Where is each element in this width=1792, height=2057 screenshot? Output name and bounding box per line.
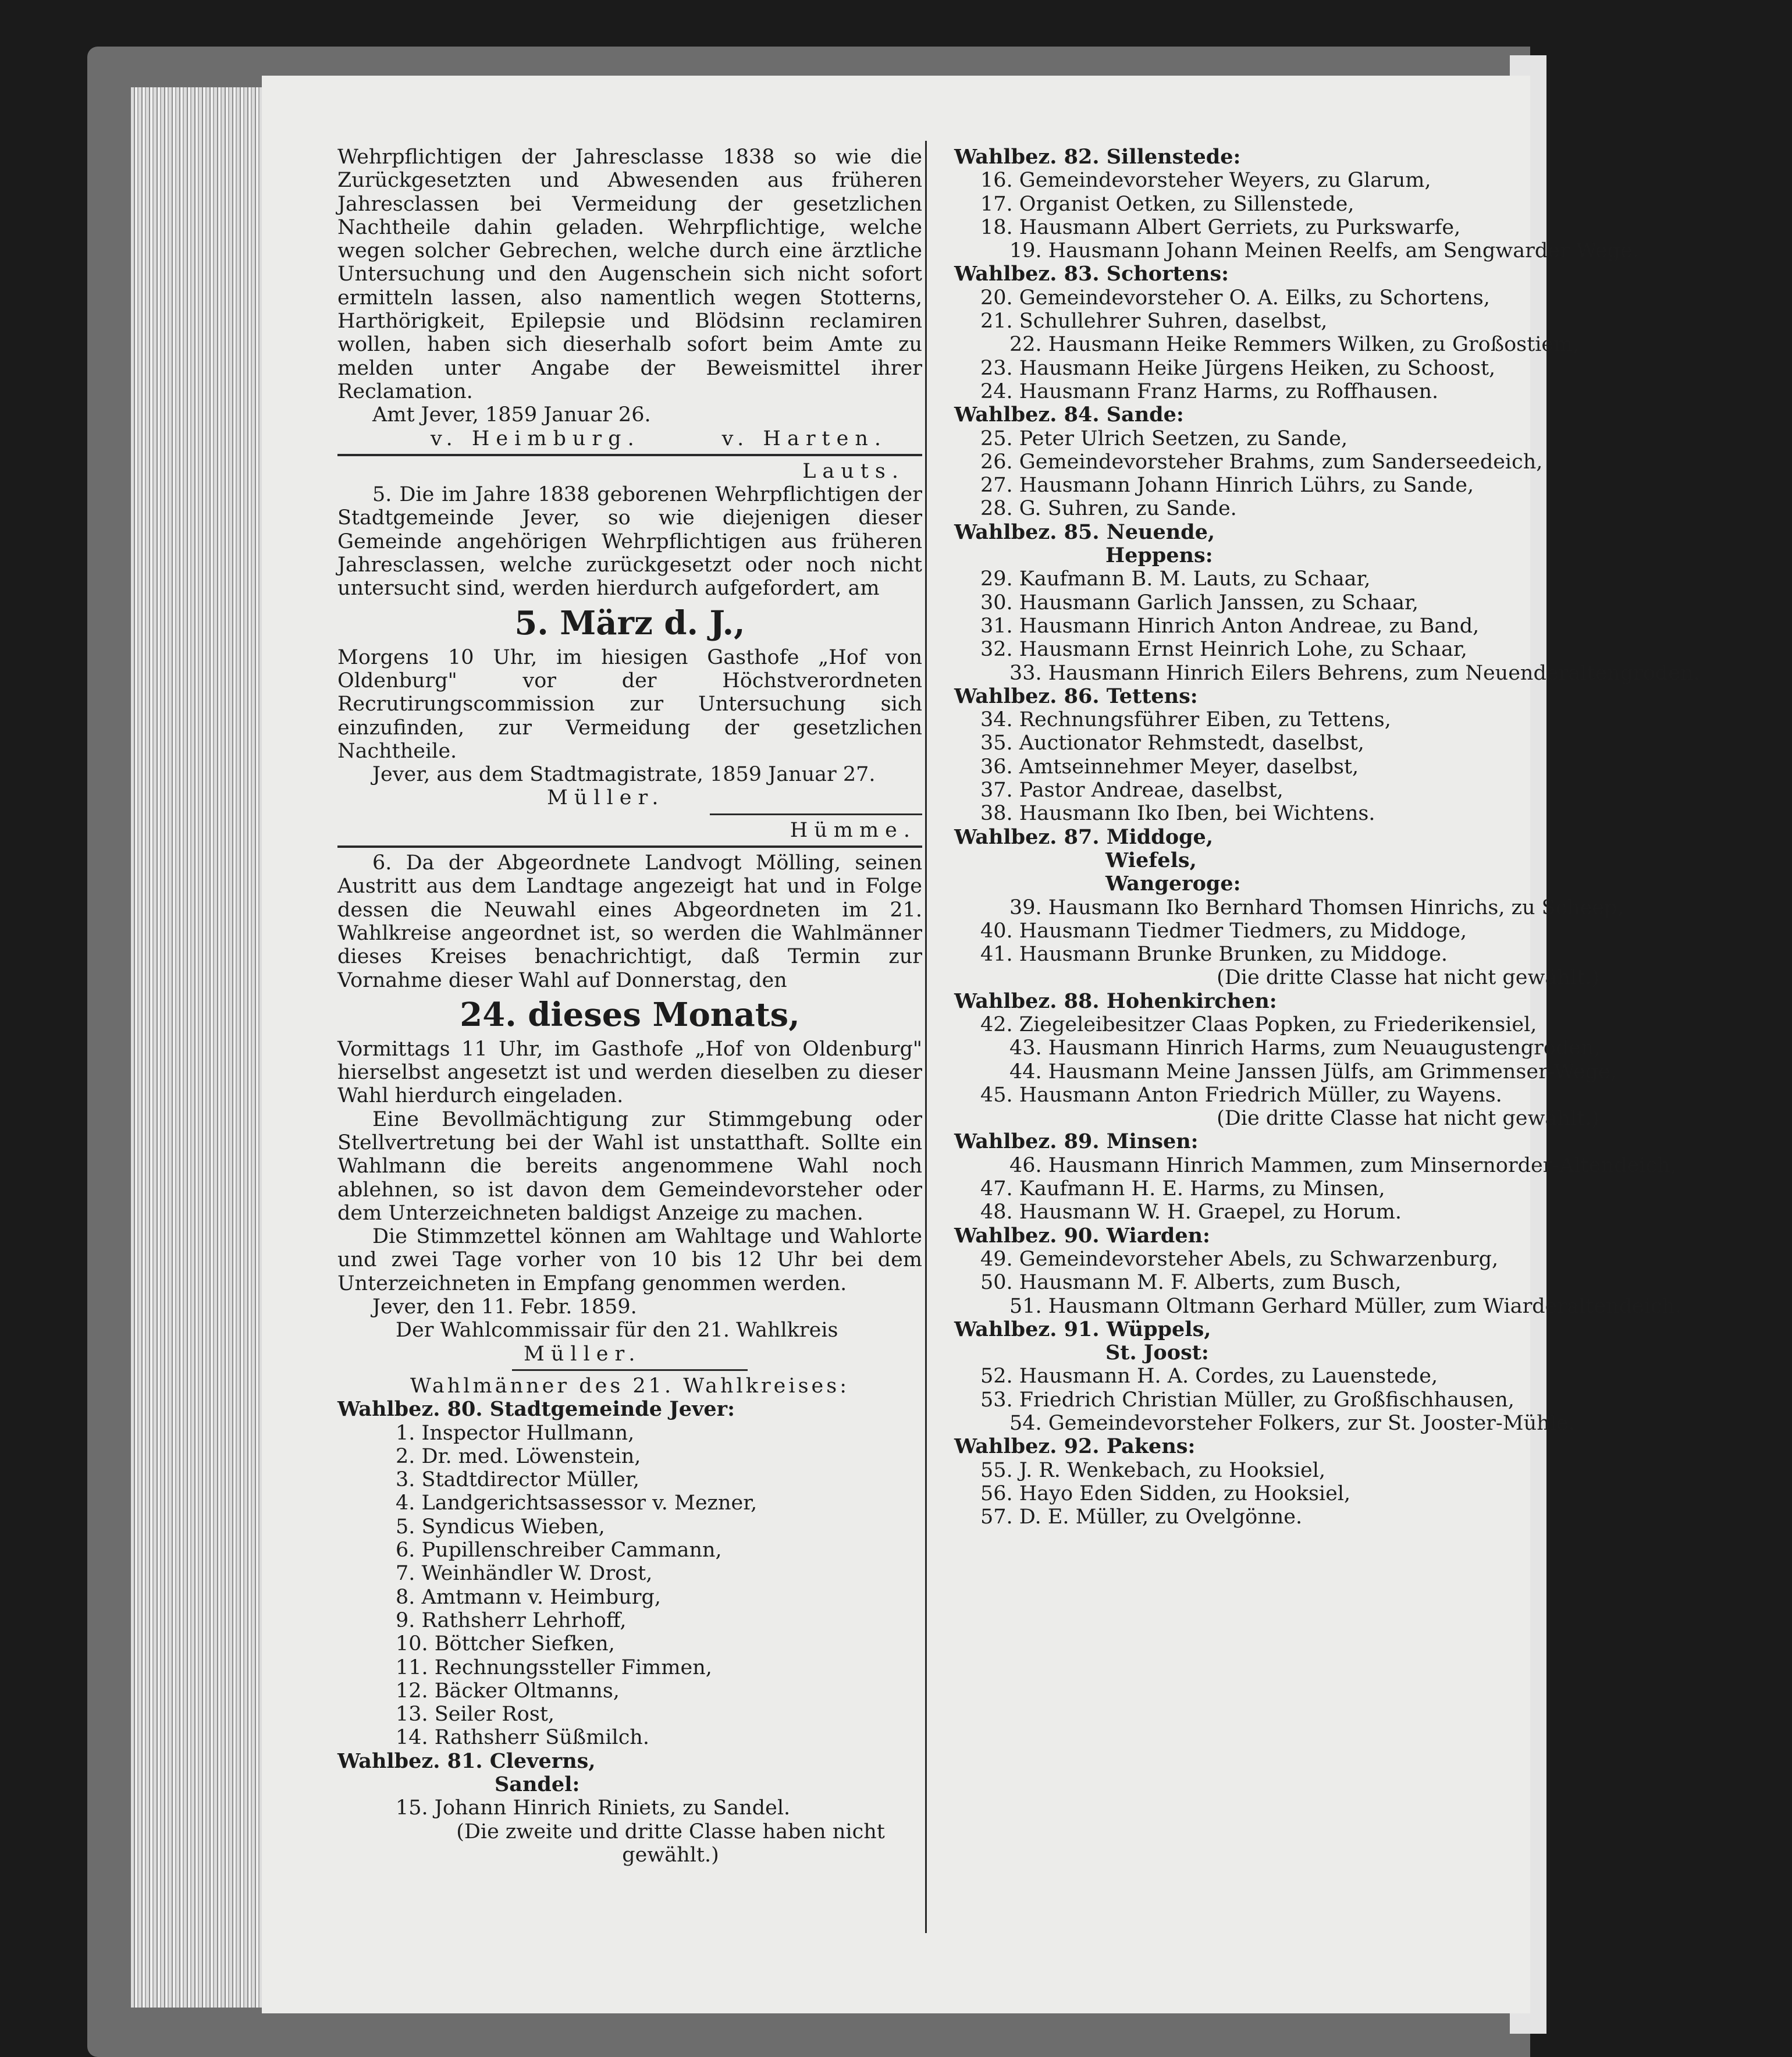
list-item: 6. Pupillenschreiber Cammann, — [396, 1539, 722, 1562]
list-item: 14. Rathsherr Süßmilch. — [396, 1726, 649, 1750]
list-item: 33. Hausmann Hinrich Eilers Behrens, zum Neuenderaltengroden. — [1009, 661, 1700, 685]
notice-5-place: Jever, aus dem Stadtmagistrate, 1859 Januar 27. — [372, 763, 876, 787]
district-82-heading: Wahlbez. 82. Sillenstede: — [954, 145, 1241, 169]
list-item: 13. Seiler Rost, — [396, 1703, 555, 1726]
list-item: 52. Hausmann H. A. Cordes, zu Lauenstede, — [980, 1365, 1438, 1388]
amt-signatures — [337, 427, 922, 450]
right-column — [954, 145, 1792, 1529]
district-91-heading: Wahlbez. 91. Wüppels, — [954, 1317, 1211, 1341]
district-83-heading: Wahlbez. 83. Schortens: — [954, 262, 1229, 286]
district-87-heading-3: Wangeroge: — [1105, 872, 1241, 896]
list-item: 30. Hausmann Garlich Janssen, zu Schaar, — [980, 591, 1418, 614]
list-item: 7. Weinhändler W. Drost, — [396, 1562, 653, 1586]
notice-6-text4: Die Stimmzettel können am Wahltage und Wahlorte und zwei Tage vorher von 10 bis 12 Uhr bei dem Unterzeichneten in Empfang genommen werden. — [337, 1225, 922, 1295]
notice-5-date: 5. März d. J., — [514, 603, 745, 642]
list-item: 51. Hausmann Oltmann Gerhard Müller, zum Wiarderaltendeich. — [1009, 1294, 1682, 1318]
list-item: 9. Rathsherr Lehrhoff, — [396, 1608, 627, 1632]
list-item: 48. Hausmann W. H. Graepel, zu Horum. — [980, 1200, 1402, 1224]
list-item: 32. Hausmann Ernst Heinrich Lohe, zu Schaar, — [980, 638, 1467, 662]
district-90-heading: Wahlbez. 90. Wiarden: — [954, 1223, 1210, 1248]
list-item: 34. Rechnungsführer Eiben, zu Tettens, — [980, 708, 1391, 732]
district-81-heading: Wahlbez. 81. Cleverns, — [337, 1749, 596, 1773]
notice-6-signature: Müller. — [524, 1342, 642, 1366]
list-item: 3. Stadtdirector Müller, — [396, 1468, 640, 1492]
list-item: 57. D. E. Müller, zu Ovelgönne. — [980, 1505, 1303, 1529]
district-85-heading-2: Heppens: — [1105, 543, 1213, 568]
signature-heimburg: v. Heimburg. — [431, 427, 641, 450]
list-item: 36. Amtseinnehmer Meyer, daselbst, — [980, 755, 1359, 779]
district-88-heading: Wahlbez. 88. Hohenkirchen: — [954, 989, 1277, 1013]
district-84-heading: Wahlbez. 84. Sande: — [954, 403, 1184, 427]
notice-6-place: Jever, den 11. Febr. 1859. — [372, 1295, 637, 1319]
book-page — [262, 76, 1700, 2013]
page-edges — [131, 87, 271, 2008]
district-91-heading-2: St. Joost: — [1105, 1341, 1209, 1365]
notice-5-text2: Morgens 10 Uhr, im hiesigen Gasthofe „Hof von Oldenburg" vor der Höchstverordneten Recrutirungscommission zur Untersuchung sich einzufinden, zur Vermeidung der gesetzlichen Nachtheile. — [337, 645, 922, 763]
district-81-heading-2: Sandel: — [495, 1772, 580, 1796]
list-item: 18. Hausmann Albert Gerriets, zu Purkswarfe, — [980, 215, 1461, 239]
notice-6-date: 24. dieses Monats, — [460, 995, 800, 1034]
list-item: 26. Gemeindevorsteher Brahms, zum Sanderseedeich, — [980, 450, 1543, 474]
intro-paragraph: Wehrpflichtigen der Jahresclasse 1838 so wie die Zurückgesetzten und Abwesenden aus früheren Jahresclassen bei Vermeidung der gesetzlichen Nachtheile dahin geladen. Wehrpflichtige, welche wegen solcher Gebrechen, welche durch eine ärztliche Untersuchung und den Augenschein sich nicht sofort ermitteln lassen, also namentlich wegen Stotterns, Harthörigkeit, Epilepsie und Blödsinn reclamiren wollen, haben sich dieserhalb sofort beim Amte zu melden unter Angabe der Beweismittel ihrer Reclamation. — [337, 145, 922, 403]
list-item: 47. Kaufmann H. E. Harms, zu Minsen, — [980, 1177, 1385, 1201]
list-item: 19. Hausmann Johann Meinen Reelfs, am Sengwarder Wege. — [1009, 239, 1639, 263]
left-column — [337, 145, 922, 1867]
list-item: 8. Amtmann v. Heimburg, — [396, 1585, 662, 1609]
list-item: 11. Rechnungssteller Fimmen, — [396, 1655, 712, 1679]
list-item: 5. Syndicus Wieben, — [396, 1515, 605, 1539]
list-item: 16. Gemeindevorsteher Weyers, zu Glarum, — [980, 169, 1431, 193]
signature-lauts: Lauts. — [802, 459, 905, 483]
list-item: 24. Hausmann Franz Harms, zu Roffhausen. — [980, 379, 1439, 403]
rule — [337, 454, 922, 456]
district-86-heading: Wahlbez. 86. Tettens: — [954, 684, 1198, 708]
list-item: 43. Hausmann Hinrich Harms, zum Neuaugustengroden, — [1009, 1036, 1601, 1060]
list-item: 39. Hausmann Iko Bernhard Thomsen Hinrichs, zu Scheep, — [1009, 896, 1624, 919]
district-81-note: (Die zweite und dritte Classe haben nicht gewählt.) — [456, 1820, 885, 1867]
list-item: 22. Hausmann Heike Remmers Wilken, zu Großostiem, — [1009, 333, 1580, 357]
list-item: 17. Organist Oetken, zu Sillenstede, — [980, 192, 1354, 216]
column-divider — [925, 141, 927, 1933]
list-item: 44. Hausmann Meine Janssen Jülfs, am Grimmenser-Wege, — [1009, 1060, 1617, 1083]
list-item: 21. Schullehrer Suhren, daselbst, — [980, 310, 1328, 333]
list-item: 42. Ziegeleibesitzer Claas Popken, zu Friederikensiel, — [980, 1012, 1537, 1036]
signature-harten: v. Harten. — [721, 427, 887, 450]
list-item: 20. Gemeindevorsteher O. A. Eilks, zu Schortens, — [980, 286, 1490, 310]
list-item: 31. Hausmann Hinrich Anton Andreae, zu Band, — [980, 614, 1480, 638]
district-87-note: (Die dritte Classe hat nicht gewählt.) — [1217, 966, 1599, 990]
list-item: 25. Peter Ulrich Seetzen, zu Sande, — [980, 427, 1348, 450]
list-item: 10. Böttcher Siefken, — [396, 1632, 615, 1656]
list-item: 50. Hausmann M. F. Alberts, zum Busch, — [980, 1271, 1402, 1295]
district-89-heading: Wahlbez. 89. Minsen: — [954, 1129, 1199, 1154]
list-item: 4. Landgerichtsassessor v. Mezner, — [396, 1491, 758, 1515]
list-item: 53. Friedrich Christian Müller, zu Großfischhausen, — [980, 1388, 1514, 1412]
list-item: 40. Hausmann Tiedmer Tiedmers, zu Middoge, — [980, 919, 1467, 943]
list-item: 41. Hausmann Brunke Brunken, zu Middoge. — [980, 943, 1448, 967]
list-item: 35. Auctionator Rehmstedt, daselbst, — [980, 731, 1364, 755]
list-item: 54. Gemeindevorsteher Folkers, zur St. Jooster-Mühle. — [1009, 1412, 1575, 1436]
district-87-heading: Wahlbez. 87. Middoge, — [954, 825, 1214, 849]
list-item: 29. Kaufmann B. M. Lauts, zu Schaar, — [980, 567, 1371, 591]
district-87-heading-2: Wiefels, — [1105, 848, 1197, 872]
notice-6-role: Der Wahlcommissair für den 21. Wahlkreis — [396, 1319, 838, 1342]
list-item: 55. J. R. Wenkebach, zu Hooksiel, — [980, 1458, 1326, 1482]
rule — [710, 813, 922, 815]
list-item: 56. Hayo Eden Sidden, zu Hooksiel, — [980, 1482, 1351, 1505]
district-85-heading: Wahlbez. 85. Neuende, — [954, 520, 1215, 544]
list-item: 15. Johann Hinrich Riniets, zu Sandel. — [396, 1796, 791, 1820]
list-item: 27. Hausmann Johann Hinrich Lührs, zu Sande, — [980, 474, 1474, 498]
district-80-list — [337, 1422, 922, 1750]
electors-title: Wahlmänner des 21. Wahlkreises: — [410, 1374, 850, 1398]
list-item: 28. G. Suhren, zu Sande. — [980, 497, 1237, 521]
list-item: 23. Hausmann Heike Jürgens Heiken, zu Schoost, — [980, 356, 1496, 380]
notice-6-text: 6. Da der Abgeordnete Landvogt Mölling, seinen Austritt aus dem Landtage angezeigt hat und in Folge dessen die Neuwahl eines Abgeordneten im 21. Wahlkreise angeordnet ist, so werden die Wahlmänner dieses Kreises benachrichtigt, daß Termin zur Vornahme dieser Wahl auf Donnerstag, den — [337, 851, 922, 992]
district-80-heading: Wahlbez. 80. Stadtgemeinde Jever: — [337, 1397, 735, 1422]
notice-5-signature: Müller. — [547, 786, 665, 810]
list-item: 49. Gemeindevorsteher Abels, zu Schwarzenburg, — [980, 1247, 1499, 1271]
signature-humme: Hümme. — [790, 818, 916, 842]
notice-6-text2: Vormittags 11 Uhr, im Gasthofe „Hof von Oldenburg" hierselbst angesetzt ist und werden dieselben zu dieser Wahl hierdurch eingeladen. — [337, 1037, 922, 1108]
notice-6-text3: Eine Bevollmächtigung zur Stimmgebung oder Stellvertretung bei der Wahl ist unstatthaft. Sollte ein Wahlmann die bereits angenommene Wahl noch ablehnen, so ist davon dem Gemeindevorsteher oder dem Unterzeichneten baldigst Anzeige zu machen. — [337, 1107, 922, 1225]
list-item: 46. Hausmann Hinrich Mammen, zum Minsernorder-Altendeich, — [1009, 1153, 1677, 1177]
district-88-note: (Die dritte Classe hat nicht gewählt.) — [1217, 1107, 1599, 1131]
rule — [512, 1369, 748, 1371]
list-item: 37. Pastor Andreae, daselbst, — [980, 779, 1283, 802]
list-item: 45. Hausmann Anton Friedrich Müller, zu Wayens. — [980, 1083, 1502, 1107]
rule — [337, 845, 922, 848]
notice-5-text: 5. Die im Jahre 1838 geborenen Wehrpflichtigen der Stadtgemeinde Jever, so wie diejenigen dieser Gemeinde angehörigen Wehrpflichtigen aus früheren Jahresclassen, welche zurückgesetzt oder noch nicht untersucht sind, werden hierdurch aufgefordert, am — [337, 483, 922, 601]
list-item: 38. Hausmann Iko Iben, bei Wichtens. — [980, 802, 1375, 826]
amt-date: Amt Jever, 1859 Januar 26. — [372, 403, 651, 427]
district-92-heading: Wahlbez. 92. Pakens: — [954, 1434, 1196, 1459]
list-item: 1. Inspector Hullmann, — [396, 1421, 635, 1445]
list-item: 12. Bäcker Oltmanns, — [396, 1679, 620, 1703]
list-item: 2. Dr. med. Löwenstein, — [396, 1444, 641, 1468]
